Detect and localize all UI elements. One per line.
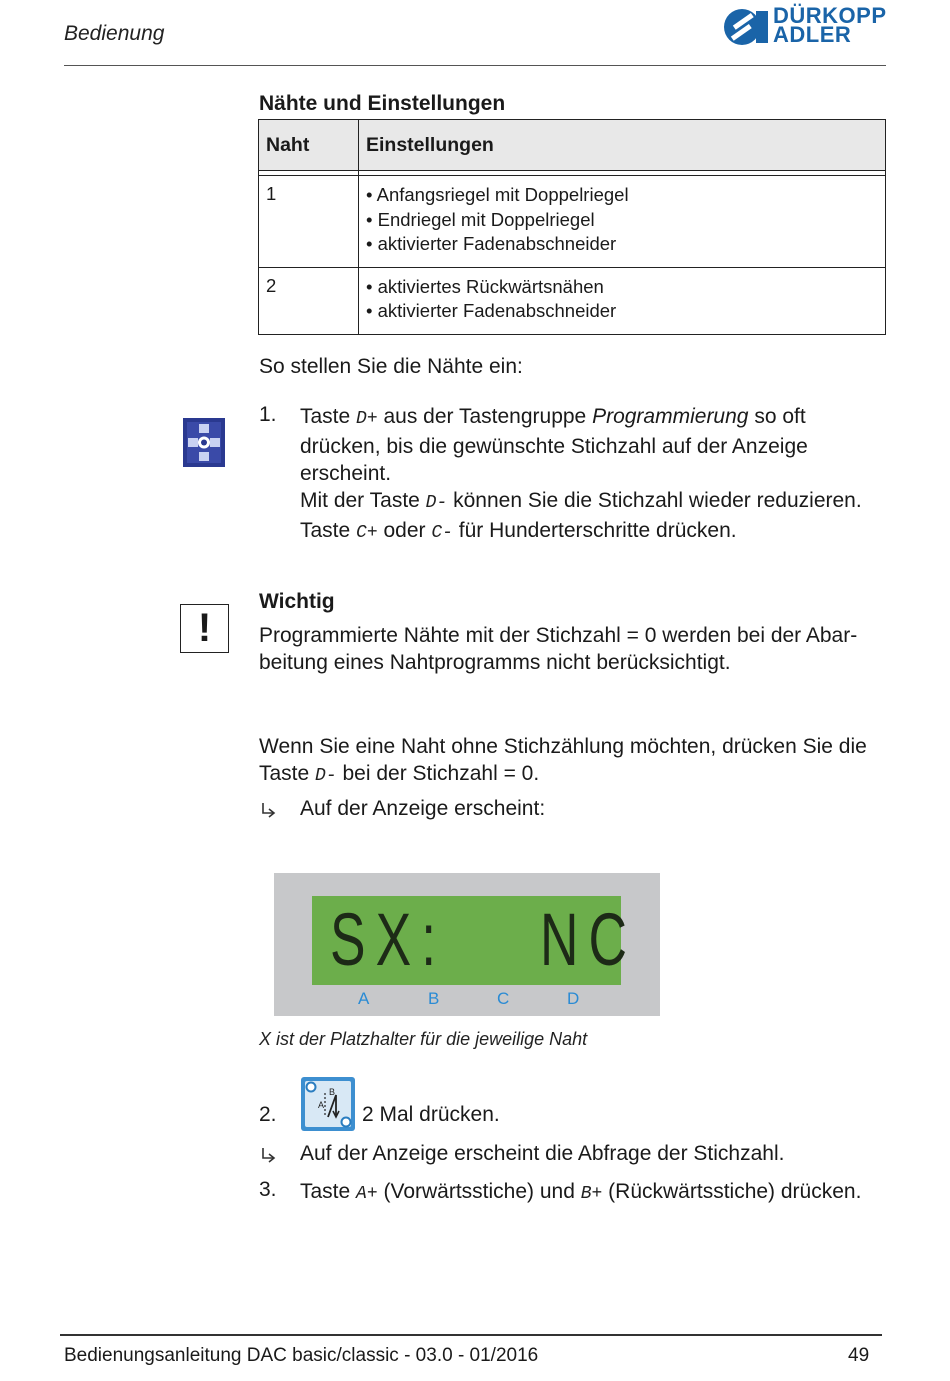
display-label-d: D: [567, 989, 580, 1008]
list-item: • aktivierter Fadenabschneider: [366, 232, 877, 257]
text-fragment: oder: [377, 519, 432, 542]
text-fragment: (Vorwärtsstiche) und: [377, 1180, 581, 1203]
text-fragment: können Sie die Stichzahl wieder reduzieren.: [447, 489, 862, 512]
table-row: [259, 176, 886, 268]
lcd-display: [312, 896, 638, 985]
result-arrow-icon: [260, 1146, 278, 1166]
seam-program-key-icon: [301, 1077, 355, 1131]
naht-number: 1: [259, 176, 359, 268]
text-fragment: für Hunderterschritte drücken.: [452, 519, 737, 542]
exclamation-mark: !: [197, 606, 212, 650]
lcd-text-right: NC: [540, 898, 638, 981]
footer-document-title: Bedienungsanleitung DAC basic/classic - 03.0 - 01/2016: [64, 1345, 539, 1366]
text-fragment: Taste: [300, 1180, 357, 1203]
key-a-plus: A+: [356, 1184, 378, 1204]
no-stitch-count-paragraph: [259, 733, 889, 790]
display-caption: X ist der Platzhalter für die jeweilige Naht: [259, 1029, 588, 1049]
section-heading: Nähte und Einstellungen: [259, 92, 506, 115]
key-d-minus: D-: [315, 766, 337, 786]
text-fragment: so oft drücken, bis die gewünschte Stichzahl auf der Anzeige erscheint.: [300, 405, 808, 485]
svg-text:B: B: [329, 1087, 336, 1097]
key-group-name: Programmierung: [592, 405, 749, 428]
key-d-plus: D+: [356, 409, 378, 429]
key-c-plus: C+: [356, 523, 378, 543]
programming-keypad-icon: [183, 418, 225, 467]
page-number: 49: [848, 1345, 870, 1366]
intro-text: So stellen Sie die Nähte ein:: [259, 355, 523, 378]
text-fragment: Wenn Sie eine Naht ohne Stichzählung möchten, drücken Sie die Taste: [259, 735, 867, 785]
step-1-text: [300, 403, 890, 547]
settings-cell: [359, 267, 886, 334]
header-divider: [64, 65, 886, 66]
table-header-row: [259, 120, 886, 171]
settings-cell: [359, 176, 886, 268]
logo-text: DÜRKOPP ADLER: [773, 3, 887, 47]
important-text: Programmierte Nähte mit der Stichzahl = 0 werden bei der Abar-beitung eines Nahtprogramms nicht berücksichtigt.: [259, 624, 858, 674]
result-arrow-icon: [260, 801, 278, 821]
text-fragment: bei der Stichzahl = 0.: [336, 762, 540, 785]
result-text: Auf der Anzeige erscheint:: [300, 797, 546, 820]
display-label-b: B: [428, 989, 440, 1008]
naht-number: 2: [259, 267, 359, 334]
text-fragment: Taste: [300, 519, 357, 542]
list-item: • aktiviertes Rückwärtsnähen: [366, 275, 877, 300]
key-d-minus: D-: [425, 493, 448, 513]
table-row: [259, 267, 886, 334]
important-title: Wichtig: [259, 590, 335, 613]
warning-exclamation-icon: [180, 604, 229, 653]
step-2-text: 2 Mal drücken.: [362, 1103, 500, 1126]
text-fragment: (Rückwärtsstiche) drücken.: [602, 1180, 862, 1203]
page-header-title: Bedienung: [64, 22, 165, 45]
svg-text:A: A: [318, 1100, 325, 1110]
column-header-naht: Naht: [259, 120, 359, 171]
list-item: • Endriegel mit Doppelriegel: [366, 208, 877, 233]
step-3-text: [300, 1178, 890, 1208]
step-number-2: 2.: [259, 1103, 277, 1126]
result-text: Auf der Anzeige erscheint die Abfrage der Stichzahl.: [300, 1142, 785, 1165]
display-label-c: C: [497, 989, 510, 1008]
key-c-minus: C-: [431, 523, 453, 543]
lcd-text-left: SX:: [330, 898, 447, 981]
key-b-plus: B+: [580, 1184, 603, 1204]
text-fragment: Taste: [300, 405, 357, 428]
text-fragment: Mit der Taste: [300, 489, 426, 512]
text-fragment: aus der Tastengruppe: [377, 405, 593, 428]
step-number-1: 1.: [259, 403, 277, 426]
footer-divider: [60, 1334, 882, 1336]
column-header-einstellungen: Einstellungen: [359, 120, 886, 171]
step-number-3: 3.: [259, 1178, 277, 1201]
display-label-a: A: [358, 989, 370, 1008]
list-item: • aktivierter Fadenabschneider: [366, 299, 877, 324]
list-item: • Anfangsriegel mit Doppelriegel: [366, 183, 877, 208]
seams-settings-table: [258, 119, 886, 335]
